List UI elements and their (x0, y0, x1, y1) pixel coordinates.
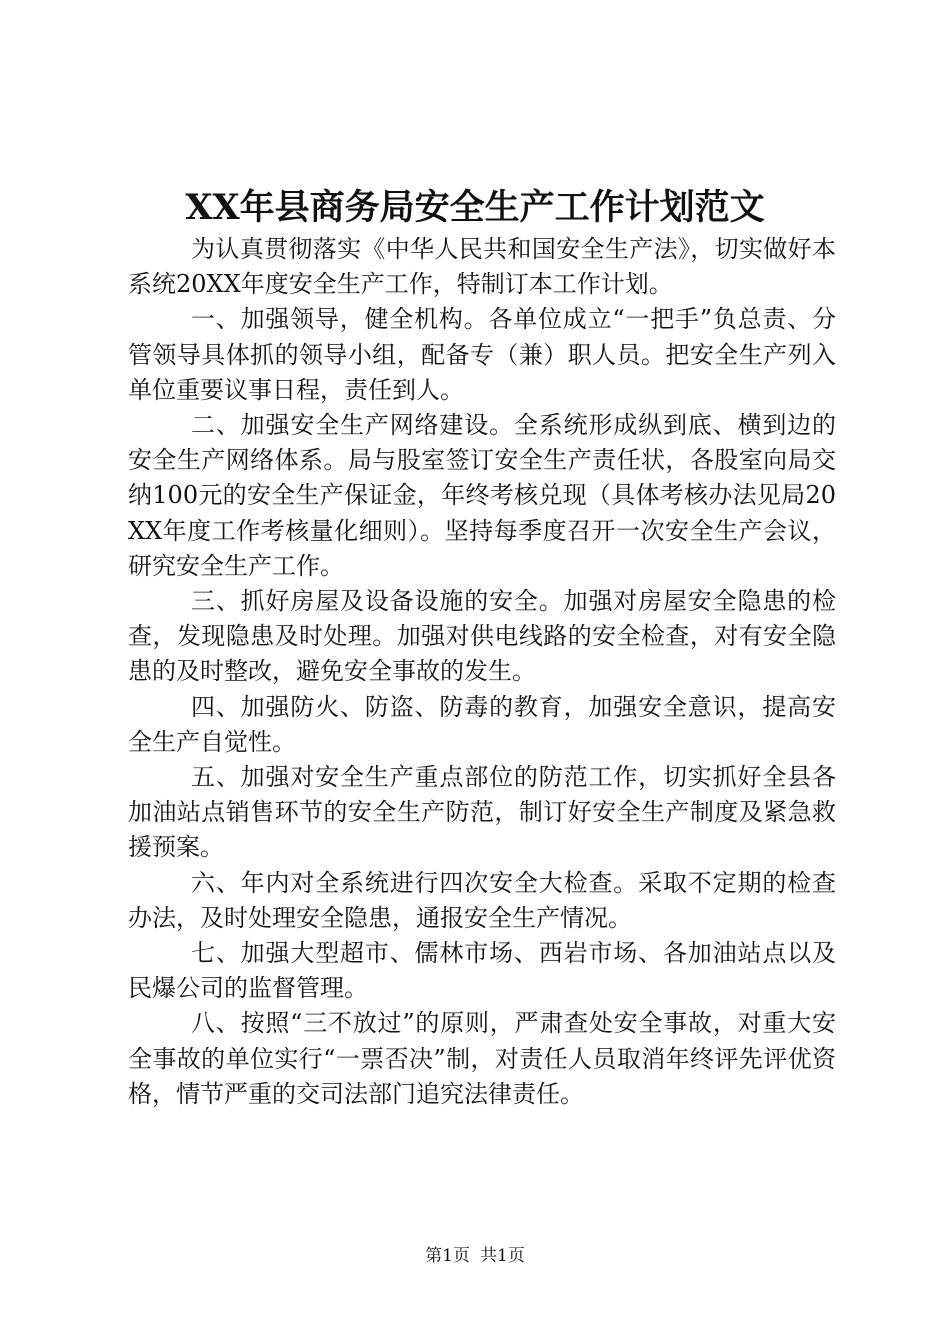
paragraph-item-4: 四、加强防火、防盗、防毒的教育，加强安全意识，提高安全生产自觉性。 (128, 692, 836, 756)
paragraph-item-3: 三、抓好房屋及设备设施的安全。加强对房屋安全隐患的检查，发现隐患及时处理。加强对供电线路的安全检查，对有安全隐患的及时整改，避免安全事故的发生。 (128, 587, 836, 686)
paragraph-item-6: 六、年内对全系统进行四次安全大检查。采取不定期的检查办法，及时处理安全隐患，通报安全生产情况。 (128, 868, 836, 932)
page-number-current: 第1页 (425, 1246, 470, 1266)
paragraph-item-5: 五、加强对安全生产重点部位的防范工作，切实抓好全县各加油站点销售环节的安全生产防范，制订好安全生产制度及紧急救援预案。 (128, 763, 836, 862)
page-footer (0, 1244, 950, 1268)
paragraph-intro: 为认真贯彻落实《中华人民共和国安全生产法》，切实做好本系统20XX年度安全生产工作，特制订本工作计划。 (128, 235, 836, 299)
paragraph-item-2: 二、加强安全生产网络建设。全系统形成纵到底、横到边的安全生产网络体系。局与股室签订安全生产责任状，各股室向局交纳100元的安全生产保证金，年终考核兑现（具体考核办法见局20XX年度工作考核量化细则）。坚持每季度召开一次安全生产会议，研究安全生产工作。 (128, 411, 836, 580)
paragraph-item-7: 七、加强大型超市、儒林市场、西岩市场、各加油站点以及民爆公司的监督管理。 (128, 939, 836, 1003)
page-number-total: 共1页 (480, 1246, 525, 1266)
paragraph-item-8: 八、按照“三不放过”的原则，严肃查处安全事故，对重大安全事故的单位实行“一票否决”制，对责任人员取消年终评先评优资格，情节严重的交司法部门追究法律责任。 (128, 1009, 836, 1108)
paragraph-item-1: 一、加强领导，健全机构。各单位成立“一把手”负总责、分管领导具体抓的领导小组，配备专（兼）职人员。把安全生产列入单位重要议事日程，责任到人。 (128, 305, 836, 404)
document-body (128, 232, 836, 1112)
document-title: XX年县商务局安全生产工作计划范文 (185, 187, 765, 228)
